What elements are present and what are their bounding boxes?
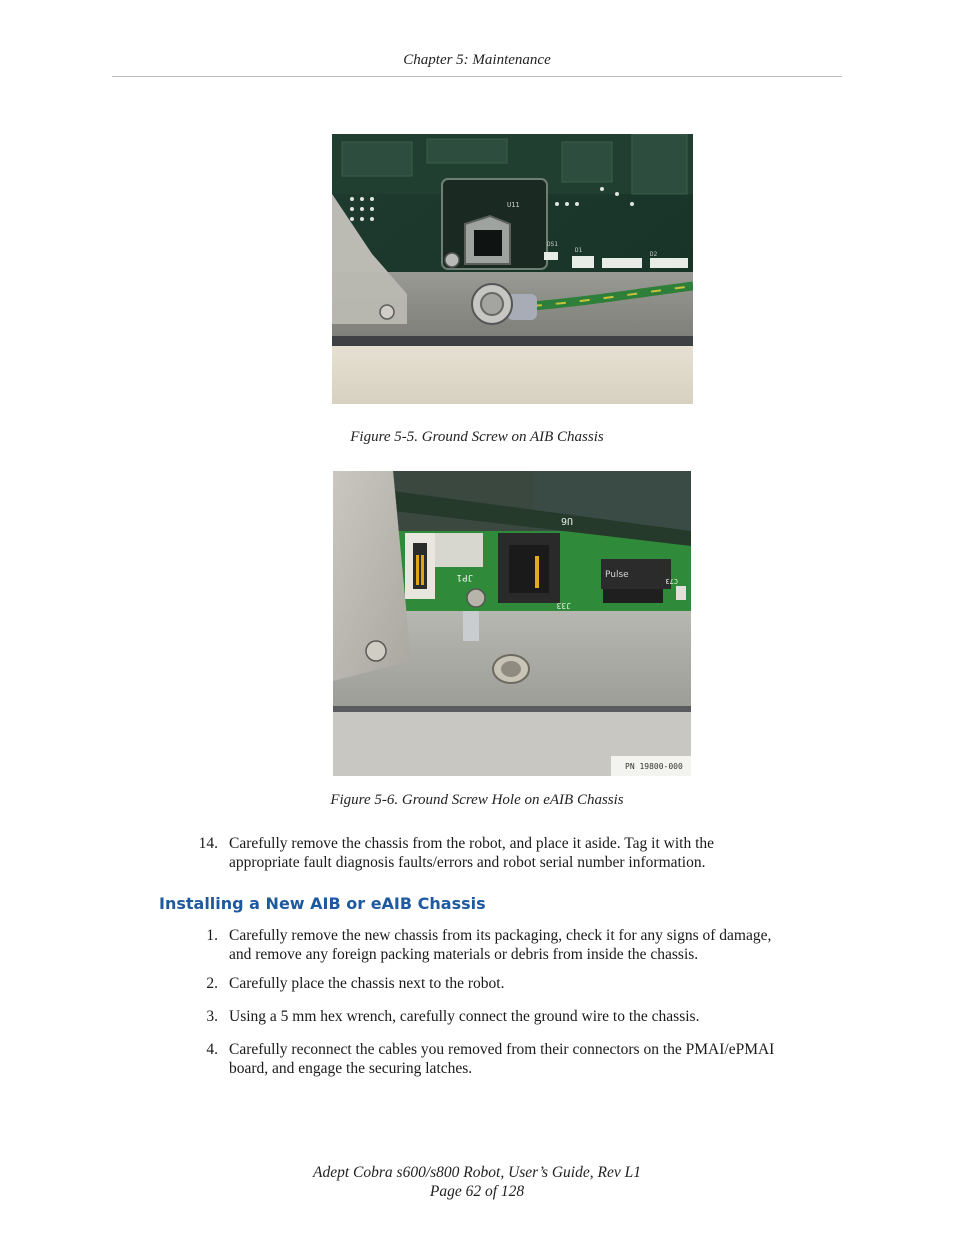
svg-text:U6: U6: [560, 515, 573, 526]
figure-5-5-photo: [332, 134, 693, 404]
figure-5-6-caption: Figure 5-6. Ground Screw Hole on eAIB Chassis: [330, 792, 624, 808]
step-number: 2.: [206, 975, 218, 992]
header-divider: [112, 76, 842, 77]
svg-text:D2: D2: [650, 251, 658, 258]
svg-text:C73: C73: [665, 577, 678, 585]
svg-text:JP1: JP1: [456, 572, 473, 582]
part-number-label: PN 19800-000: [625, 762, 683, 771]
section-heading: Installing a New AIB or eAIB Chassis: [159, 894, 486, 913]
figure-5-5-caption: Figure 5-5. Ground Screw on AIB Chassis: [350, 429, 604, 445]
step-text: Carefully place the chassis next to the robot.: [229, 975, 505, 992]
running-header: Chapter 5: Maintenance: [403, 52, 551, 68]
svg-text:D1: D1: [575, 247, 583, 254]
install-step-3: [160, 1007, 840, 1027]
step-number: 4.: [206, 1041, 218, 1058]
step-14: [160, 834, 840, 874]
install-step-1: [160, 926, 840, 966]
svg-text:J33: J33: [556, 601, 571, 610]
svg-text:U11: U11: [507, 201, 520, 209]
svg-text:DS1: DS1: [547, 241, 558, 248]
install-step-2: [160, 974, 840, 994]
figure-5-6-photo: [333, 471, 691, 776]
svg-text:Pulse: Pulse: [605, 570, 629, 580]
step-number: 3.: [206, 1008, 218, 1025]
footer-title: Adept Cobra s600/s800 Robot, User’s Guide, Rev L1: [313, 1164, 641, 1181]
step-text: Carefully reconnect the cables you removed from their connectors on the PMAI/ePMAI board, and engage the securing latches.: [229, 1041, 775, 1077]
step-text: Carefully remove the chassis from the robot, and place it aside. Tag it with the appropriate fault diagnosis faults/errors and robot serial number information.: [229, 835, 715, 871]
step-number: 14.: [198, 835, 218, 852]
page-number: Page 62 of 128: [429, 1183, 525, 1200]
step-number: 1.: [206, 927, 218, 944]
step-text: Carefully remove the new chassis from its packaging, check it for any signs of damage, and remove any foreign packing materials or debris from inside the chassis.: [229, 927, 772, 963]
page-footer: [112, 1163, 842, 1201]
install-step-4: [160, 1040, 840, 1080]
step-text: Using a 5 mm hex wrench, carefully connect the ground wire to the chassis.: [229, 1008, 700, 1025]
